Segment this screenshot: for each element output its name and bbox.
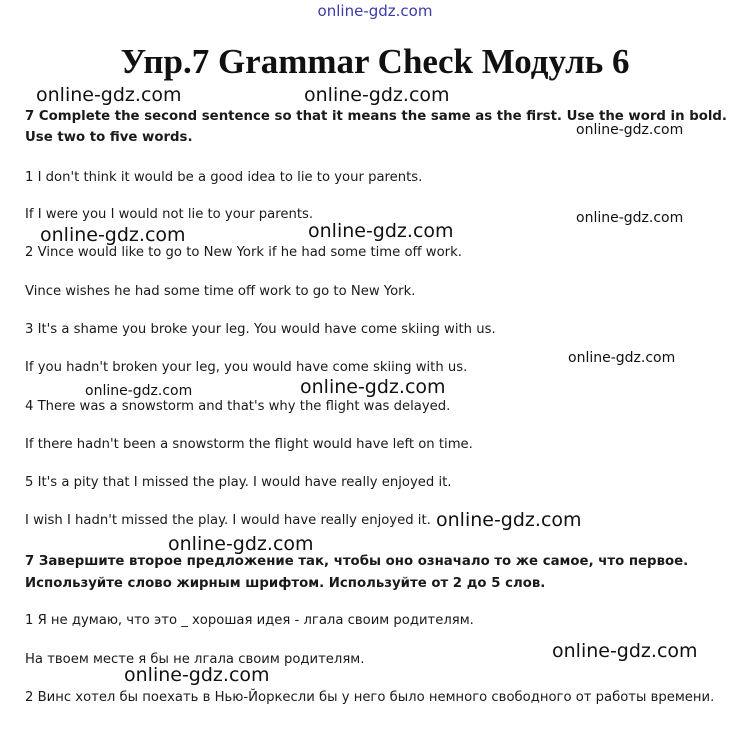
header-watermark: online-gdz.com	[317, 2, 433, 20]
watermark: online-gdz.com	[436, 509, 582, 531]
watermark: online-gdz.com	[300, 376, 446, 398]
sentence-5-original: 5 It's a pity that I missed the play. I would have really enjoyed it.	[25, 475, 452, 490]
watermark: online-gdz.com	[552, 640, 698, 662]
watermark: online-gdz.com	[576, 122, 684, 138]
sentence-4-rewrite: If there hadn't been a snowstorm the flight would have left on time.	[25, 437, 473, 452]
watermark: online-gdz.com	[40, 224, 186, 246]
watermark: online-gdz.com	[304, 84, 450, 106]
watermark: online-gdz.com	[576, 210, 684, 226]
english-instruction: 7 Complete the second sentence so that it means the same as the first. Use the word in bold. Use two to five words.	[25, 109, 727, 145]
watermark: online-gdz.com	[168, 533, 314, 555]
watermark: online-gdz.com	[568, 350, 676, 366]
watermark: online-gdz.com	[36, 84, 182, 106]
watermark: online-gdz.com	[308, 220, 454, 242]
page-title: Упр.7 Grammar Check Модуль 6	[120, 42, 630, 81]
russian-sentence-2-original: 2 Винс хотел бы поехать в Нью-Йоркесли бы у него было немного свободного от работы времени.	[25, 690, 715, 705]
russian-sentence-1-original: 1 Я не думаю, что это _ хорошая идея - лгала своим родителям.	[25, 613, 474, 628]
sentence-5-rewrite: I wish I hadn't missed the play. I would have really enjoyed it.	[25, 513, 431, 528]
sentence-4-original: 4 There was a snowstorm and that's why the flight was delayed.	[25, 399, 451, 414]
russian-sentence-1-rewrite: На твоем месте я бы не лгала своим родителям.	[25, 652, 365, 667]
sentence-3-original: 3 It's a shame you broke your leg. You would have come skiing with us.	[25, 322, 496, 337]
sentence-2-original: 2 Vince would like to go to New York if he had some time off work.	[25, 245, 462, 260]
russian-instruction-line-2: Используйте слово жирным шрифтом. Используйте от 2 до 5 слов.	[25, 576, 546, 591]
sentence-2-rewrite: Vince wishes he had some time off work to go to New York.	[25, 284, 416, 299]
watermark: online-gdz.com	[124, 664, 270, 686]
watermark: online-gdz.com	[85, 383, 193, 399]
sentence-1-original: 1 I don't think it would be a good idea to lie to your parents.	[25, 170, 423, 185]
sentence-1-rewrite: If I were you I would not lie to your parents.	[25, 207, 314, 222]
sentence-3-rewrite: If you hadn't broken your leg, you would have come skiing with us.	[25, 360, 468, 375]
russian-instruction-line-1: 7 Завершите второе предложение так, чтобы оно означало то же самое, что первое.	[25, 554, 689, 569]
